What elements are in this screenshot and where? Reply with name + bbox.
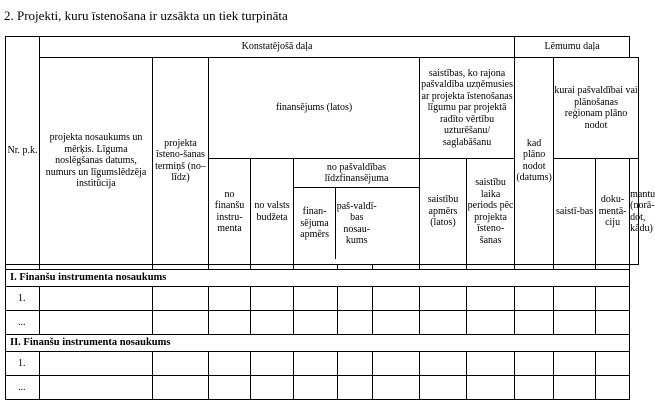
empty-cell [153,311,209,335]
header-dokumentaciju: doku-mentā-ciju [596,159,630,265]
empty-cell [209,375,251,399]
empty-cell [420,311,467,335]
empty-cell [294,375,338,399]
projects-table [5,36,655,400]
empty-cell [294,287,338,311]
empty-cell [251,375,294,399]
empty-cell [420,351,467,375]
section-title: I. Finanšu instrumenta nosaukums [6,270,630,287]
header-saistibu-laika-periods: saistību laika periods pēc projekta īsteno-šanas [467,159,515,265]
empty-cell [515,311,554,335]
empty-cell [294,351,338,375]
row-number: ... [6,311,40,335]
empty-cell [554,287,596,311]
empty-cell [40,351,153,375]
header-pasvaldibas-group [294,159,420,265]
empty-cell [515,351,554,375]
header-kad-plano-nodot: kad plāno nodot (datums) [515,57,554,264]
empty-cell [515,287,554,311]
header-no-pasvaldibas: no pašvaldības līdzfinansējuma [294,159,419,187]
header-no-valsts-budzeta: no valsts budžeta [251,159,294,265]
header-finansejums: finansējums (latos) [209,57,420,158]
header-lemumu-dala: Lēmumu daļa [515,37,630,58]
header-projekta-nosaukums: projekta nosaukums un mērķis. Līguma noslēgšanas datums, numurs un līgumslēdzēja institūcija [40,57,153,264]
header-finansejuma-apmers: finan-sējuma apmērs [294,187,336,259]
empty-cell [596,351,630,375]
header-konstatejosa-dala: Konstatējošā daļa [40,37,515,58]
empty-cell [209,287,251,311]
empty-cell [373,287,420,311]
header-projekta-termins: projekta īsteno-šanas termiņš (no–līdz) [153,57,209,264]
empty-cell [40,375,153,399]
row-number: ... [6,375,40,399]
row-number: 1. [6,351,40,375]
header-saistibu-apmers: saistību apmērs (latos) [420,159,467,265]
empty-cell [420,287,467,311]
empty-cell [153,287,209,311]
header-no-finansu-instrumenta: no finanšu instru-menta [209,159,251,265]
empty-cell [40,311,153,335]
empty-cell [596,311,630,335]
empty-cell [420,375,467,399]
empty-cell [467,287,515,311]
empty-cell [153,375,209,399]
empty-cell [373,351,420,375]
header-nr: Nr. p.k. [6,37,40,265]
empty-cell [467,311,515,335]
empty-cell [251,351,294,375]
header-saistibas: saistī-bas [554,159,596,265]
empty-cell [294,311,338,335]
empty-cell [467,351,515,375]
empty-cell [373,311,420,335]
empty-cell [515,375,554,399]
empty-cell [40,287,153,311]
empty-cell [554,375,596,399]
empty-cell [554,351,596,375]
page-heading: 2. Projekti, kuru īstenošana ir uzsākta un tiek turpināta [4,8,288,23]
empty-cell [338,287,373,311]
empty-cell [251,311,294,335]
empty-cell [338,351,373,375]
empty-cell [251,287,294,311]
empty-cell [467,375,515,399]
empty-cell [153,351,209,375]
empty-cell [209,311,251,335]
header-mantu: mantu (norā-dot, kādu) [630,159,639,265]
empty-cell [596,287,630,311]
empty-cell [554,311,596,335]
empty-cell [596,375,630,399]
empty-cell [373,375,420,399]
empty-cell [209,351,251,375]
empty-cell [338,375,373,399]
header-saistibas-rajona: saistības, ko rajona pašvaldība uzņēmusies ar projekta īstenošanas līgumu par projektā radīto vērtību uzturēšanu/ saglabāšanu [420,57,515,158]
empty-cell [338,311,373,335]
section-title: II. Finanšu instrumenta nosaukums [6,335,630,352]
header-kurai-pasvaldibai: kurai pašvaldībai vai plānošanas reģionam plāno nodot [554,57,639,158]
header-pasvaldibas-nosaukums: paš-valdī-bas nosau-kums [336,200,377,247]
row-number: 1. [6,287,40,311]
